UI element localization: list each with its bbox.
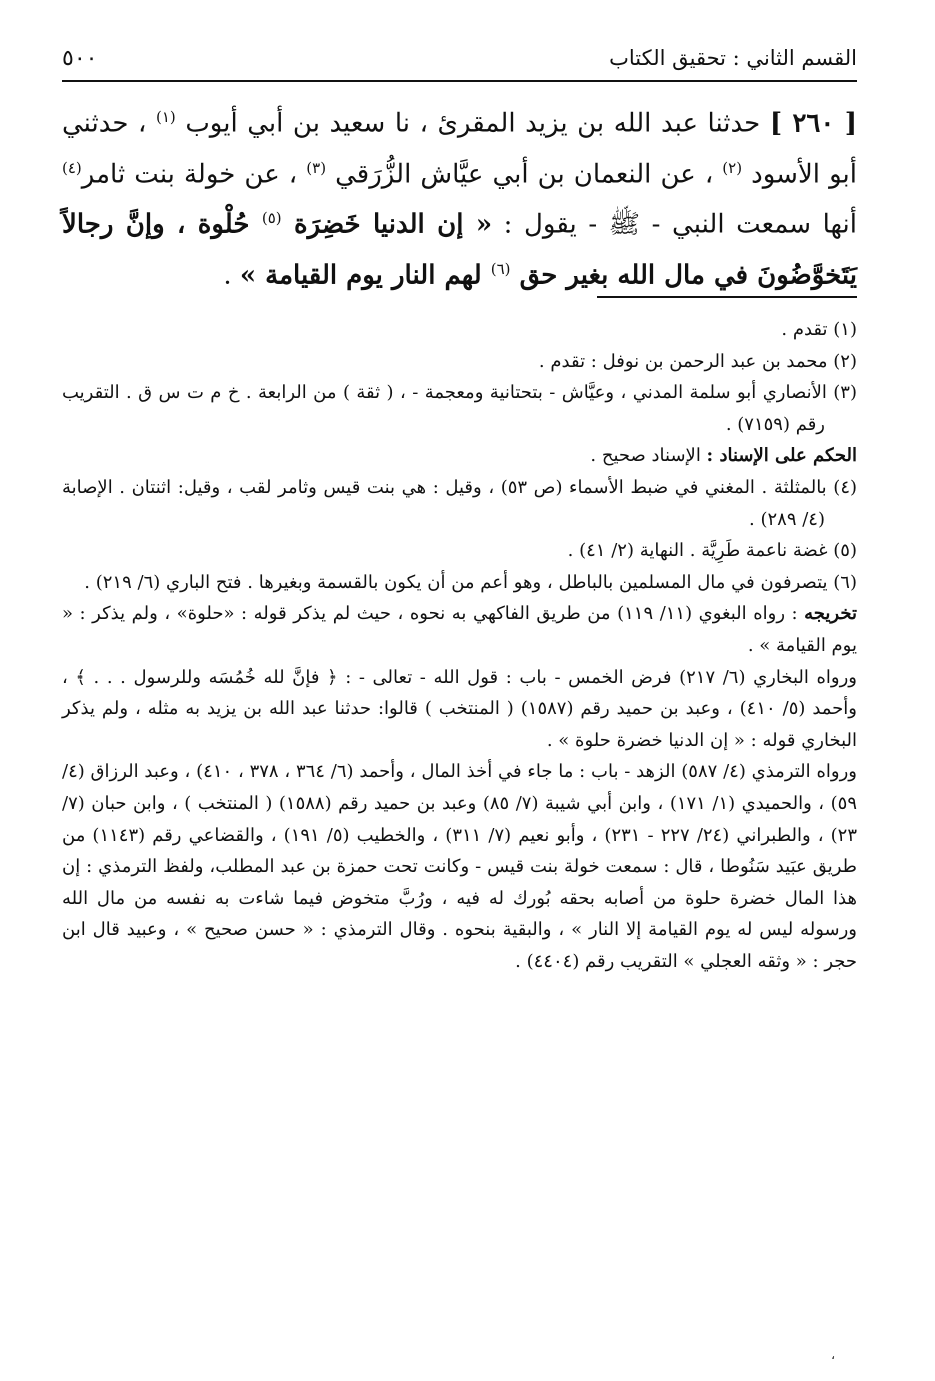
takhrij-text: : رواه البغوي (١١/ ١١٩) من طريق الفاكهي به نحوه ، حيث لم يذكر قوله : «حلوة» ، ولم يذكر : « يوم القيامة » . — [62, 603, 857, 656]
takhrij-tirmidhi-paragraph: ورواه الترمذي (٤/ ٥٨٧) الزهد - باب : ما جاء في أخذ المال ، وأحمد (٦/ ٣٦٤ ، ٣٧٨ ، ٤١٠) ، وعبد الرزاق (٤/ ٥٩) ، والحميدي (١/ ١٧١) ، وابن أبي شيبة (٧/ ٨٥) وعبد بن حميد رقم (١٥٨٨) ( المنتخب ) ، وابن حبان (٧/ ٢٣) ، والطبراني (٢٤/ ٢٢٧ - ٢٣١) ، وأبو نعيم (٧/ ٣١١) ، والخطيب (٥/ ١٩١) ، والقضاعي رقم (١١٤٣) من طريق عبَيد سَنُوطا ، قال : سمعت خولة بنت قيس - وكانت تحت حمزة بن عبد المطلب، ولفظ الترمذي : إن هذا المال خضرة حلوة من أصابه بحقه بُورك له فيه ، ورُبَّ متخوض فيما شاءت به نفسه من مال الله ورسوله ليس له يوم القيامة إلا النار » ، والبقية بنحوه . وقال الترمذي : « حسن صحيح » ، وعبيد قال ابن حجر : « وثقه العجلي » التقريب رقم (٤٤٠٤) . — [62, 761, 857, 972]
page-header — [62, 40, 857, 82]
hadith-text — [62, 95, 857, 298]
isnad-ruling-label: الحكم على الإسناد : — [706, 445, 857, 467]
footnote-ref-3: (٣) — [306, 158, 327, 177]
footnote-6: (٦) يتصرفون في مال المسلمين بالباطل ، وهو أعم من أن يكون بالقسمة وبغيرها . فتح الباري (٦/ ٢١٩) . — [84, 571, 857, 593]
footnote-separator — [597, 296, 857, 298]
footnote-ref-1: (١) — [155, 108, 176, 126]
takhrij-label: تخريجه — [804, 603, 857, 625]
footnote-4: (٤) بالمثلثة . المغني في ضبط الأسماء (ص ٥٣) ، وقيل : هي بنت قيس وثامر لقب ، وقيل: اثنتان . الإصابة (٤/ ٢٨٩) . — [62, 476, 858, 530]
footnote-ref-2: (٢) — [722, 158, 743, 177]
footnote-ref-5: (٥) — [261, 209, 282, 228]
isnad-ruling — [62, 440, 857, 472]
footnote-ref-4: (٤) — [62, 158, 82, 177]
takhrij-paragraph — [62, 598, 857, 661]
running-title: القسم الثاني : تحقيق الكتاب — [609, 46, 857, 70]
hadith-number: [ ٢٦٠ ] — [769, 108, 858, 139]
page-number: ٥٠٠ — [62, 46, 98, 71]
isnad-segment-3: ، عن النعمان بن أبي عيَّاش الزُّرَقي — [326, 159, 723, 190]
matn-part-1: « إن الدنيا خَضِرَة — [281, 209, 493, 240]
isnad-segment-5: أنها سمعت النبي - ﷺ - يقول : — [492, 209, 857, 240]
isnad-segment-4: ، عن خولة بنت ثامر — [81, 159, 307, 190]
footnote-3: (٣) الأنصاري أبو سلمة المدني ، وعيَّاش - بتحتانية ومعجمة - ، ( ثقة ) من الرابعة . خ م ت س ق . التقريب رقم (٧١٥٩) . — [62, 382, 857, 435]
takhrij-bukhari-paragraph: ورواه البخاري (٦/ ٢١٧) فرض الخمس - باب : قول الله - تعالى - : ﴿ فإنَّ لله خُمُسَه وللرسول . . . ﴾ ، وأحمد (٥/ ٤١٠) ، وعبد بن حميد رقم (١٥٨٧) ( المنتخب ) قالوا: حدثنا عبد الله بن يزيد به مثله ، ولم يذكر البخاري قوله : « إن الدنيا خضرة حلوة » . — [62, 666, 857, 751]
matn-part-3: لهم النار يوم القيامة » — [239, 260, 491, 291]
footnote-5: (٥) غضة ناعمة طَرِيَّة . النهاية (٢/ ٤١) . — [567, 540, 857, 562]
isnad-segment-1: حدثنا عبد الله بن يزيد المقرئ ، نا سعيد بن أبي أيوب — [175, 108, 770, 139]
matn-part-2: حُلْوة ، وإنَّ رجالاً يَتَخوَّضُونَ في مال الله بغير حق — [62, 209, 857, 291]
isnad-segment-2: ، حدثني أبو الأسود — [62, 108, 857, 190]
footnote-ref-6: (٦) — [490, 259, 511, 278]
isnad-ruling-text: الإسناد صحيح . — [590, 445, 707, 467]
footnote-1: (١) تقدم . — [781, 319, 857, 340]
footnotes — [62, 314, 857, 977]
hadith-end: . — [223, 260, 240, 291]
stray-mark: ، — [831, 1348, 835, 1362]
footnote-2: (٢) محمد بن عبد الرحمن بن نوفل : تقدم . — [538, 350, 857, 372]
